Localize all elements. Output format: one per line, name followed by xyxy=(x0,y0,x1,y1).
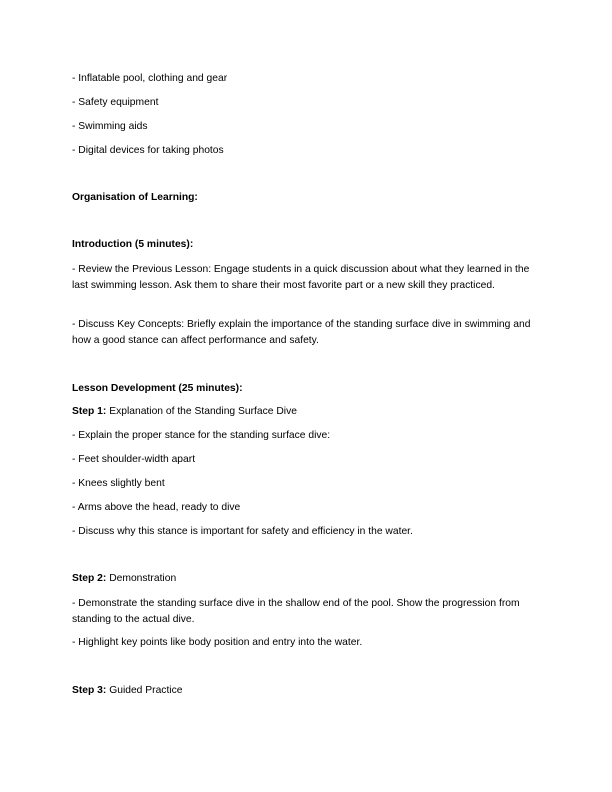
step2-item: - Demonstrate the standing surface dive in the shallow end of the pool. Show the progression from standing to the actual dive. xyxy=(72,598,520,625)
step1-heading xyxy=(72,404,542,420)
step1-item: - Knees slightly bent xyxy=(72,478,165,489)
materials-item: - Inflatable pool, clothing and gear xyxy=(72,73,228,84)
step1-item: - Explain the proper stance for the standing surface dive: xyxy=(72,430,331,441)
materials-item: - Digital devices for taking photos xyxy=(72,145,224,156)
step3-heading xyxy=(72,683,542,699)
step2-heading xyxy=(72,571,542,587)
introduction-heading: Introduction (5 minutes): xyxy=(72,239,194,250)
introduction-item-concepts: - Discuss Key Concepts: Briefly explain the importance of the standing surface dive in swimming and how a good stance can affect performance and safety. xyxy=(72,319,531,346)
step2-title: Demonstration xyxy=(106,573,177,584)
step1-item: - Feet shoulder-width apart xyxy=(72,454,196,465)
materials-item: - Safety equipment xyxy=(72,97,159,108)
organisation-heading: Organisation of Learning: xyxy=(72,192,198,203)
materials-item: - Swimming aids xyxy=(72,121,148,132)
development-heading: Lesson Development (25 minutes): xyxy=(72,383,243,394)
step1-item: - Discuss why this stance is important for safety and efficiency in the water. xyxy=(72,526,413,537)
step1-label: Step 1: xyxy=(72,406,107,417)
step2-item: - Highlight key points like body position and entry into the water. xyxy=(72,637,363,648)
step1-item: - Arms above the head, ready to dive xyxy=(72,502,241,513)
step2-label: Step 2: xyxy=(72,573,107,584)
step3-label: Step 3: xyxy=(72,685,107,696)
introduction-item-review: - Review the Previous Lesson: Engage students in a quick discussion about what they learned in the last swimming lesson. Ask them to share their most favorite part or a new skill they practiced. xyxy=(72,264,530,291)
step3-title: Guided Practice xyxy=(106,685,183,696)
step1-title: Explanation of the Standing Surface Dive xyxy=(106,406,297,417)
